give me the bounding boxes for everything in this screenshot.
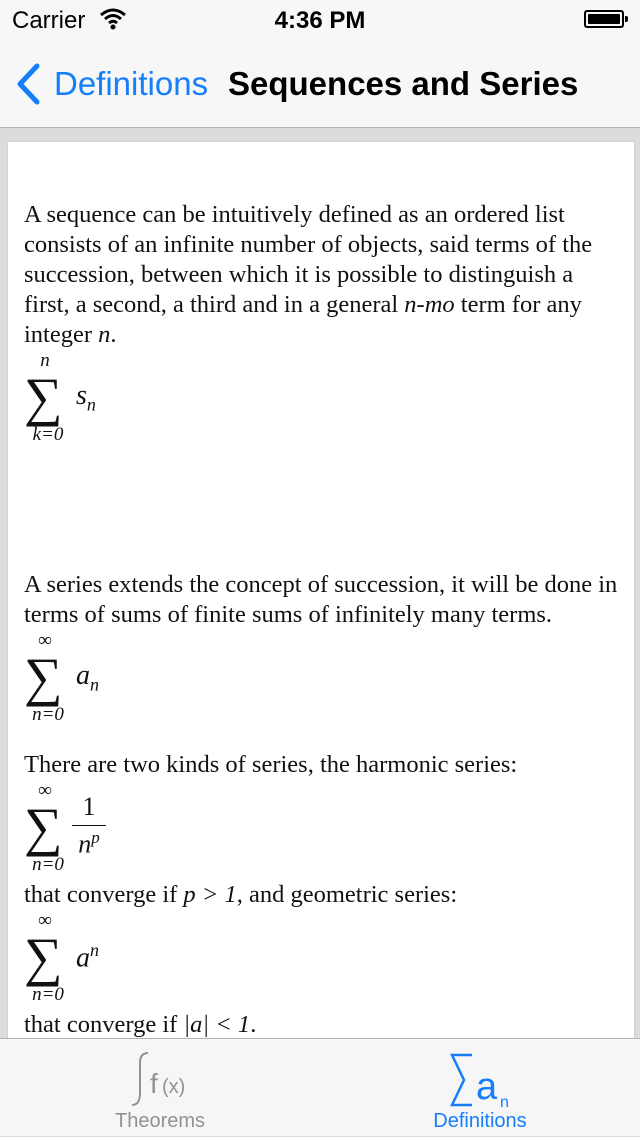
tab-theorems-label: Theorems xyxy=(114,1110,206,1132)
formula-series-sum: ∞ ∑ n=0 $a_n$ xyxy=(24,630,99,725)
geometric-convergence-text: that converge if |a| < 1. xyxy=(24,1011,257,1038)
status-time: 4:36 PM xyxy=(274,7,366,34)
tab-theorems[interactable] xyxy=(0,1039,320,1137)
svg-text:n: n xyxy=(500,1094,509,1111)
svg-text:f: f xyxy=(150,1068,158,1099)
sequence-definition-text: A sequence can be intuitively defined as an ordered list consists of an infinite number of objects, said terms of the succession, between which it is possible to distinguish a first, a second, a third and in a general n-mo term for any integer n. xyxy=(24,201,593,348)
formula-sequence-sum: n ∑ k=0 $s_n$ xyxy=(24,350,96,445)
back-button-label: Definitions xyxy=(54,65,209,102)
integral-fx-icon xyxy=(0,1047,320,1111)
content-scroll-view[interactable] xyxy=(8,142,634,1042)
svg-text:a: a xyxy=(476,1066,498,1108)
navigation-bar xyxy=(0,40,640,128)
status-bar xyxy=(0,0,640,40)
tab-definitions-label: Definitions xyxy=(433,1110,527,1132)
tab-definitions[interactable] xyxy=(320,1039,640,1137)
tab-bar xyxy=(0,1038,640,1136)
svg-text:(x): (x) xyxy=(162,1076,186,1098)
chevron-left-icon xyxy=(14,62,42,106)
back-button[interactable] xyxy=(14,60,208,108)
harmonic-convergence-text: that converge if p > 1, and geometric series: xyxy=(24,881,458,908)
series-kinds-text: There are two kinds of series, the harmonic series: xyxy=(24,751,518,778)
battery-icon xyxy=(584,10,624,28)
page-title: Sequences and Series xyxy=(228,65,579,102)
series-definition-text: A series extends the concept of succession, it will be done in terms of sums of finite sums of infinitely many terms. xyxy=(24,571,618,628)
carrier-label: Carrier xyxy=(12,7,86,34)
formula-harmonic-series: ∞ ∑ n=0 $\frac{1}{n^p}$ xyxy=(24,780,618,880)
formula-geometric-series: ∞ ∑ n=0 $a^n$ xyxy=(24,910,99,1005)
sigma-an-icon xyxy=(320,1047,640,1111)
